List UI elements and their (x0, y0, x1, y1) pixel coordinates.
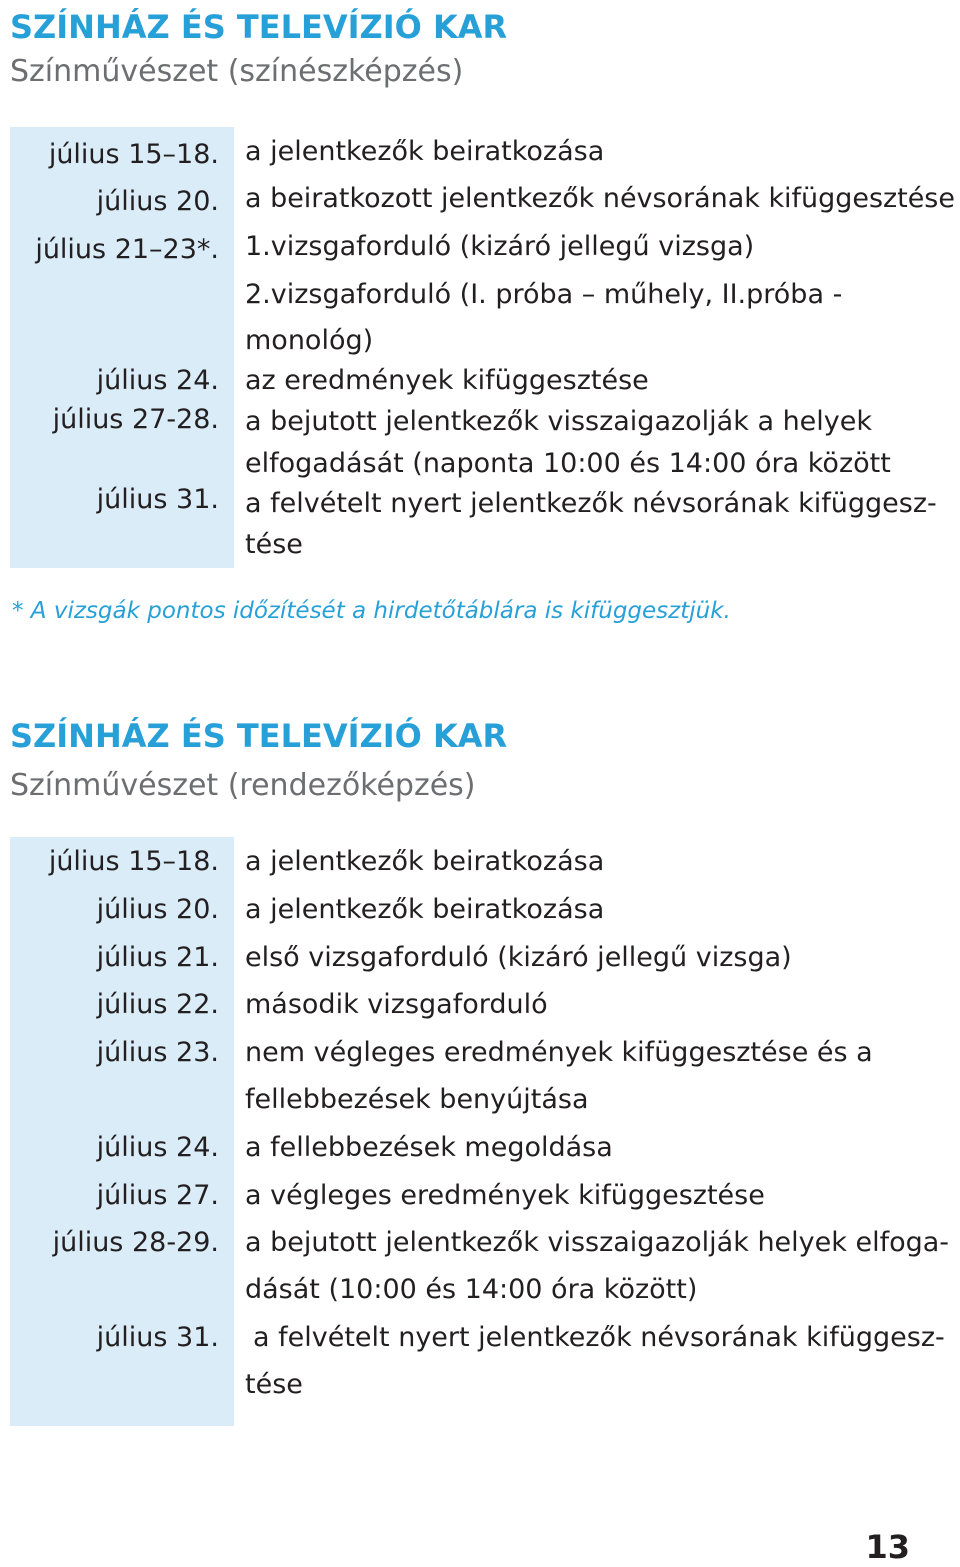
section2-line: a jelentkezők beiratkozása (245, 846, 605, 877)
section1-date: július 31. (96, 484, 219, 515)
section2-date: július 20. (96, 894, 219, 925)
section2-title: SZÍNHÁZ ÉS TELEVÍZIÓ KAR (10, 717, 508, 755)
section2-line: fellebbezések benyújtása (245, 1084, 589, 1115)
section1-line: 1.vizsgaforduló (kizáró jellegű vizsga) (245, 231, 755, 262)
section2-date: július 31. (96, 1322, 219, 1353)
section2-date: július 28-29. (52, 1227, 219, 1258)
section1-date: július 20. (96, 186, 219, 217)
section2-line: első vizsgaforduló (kizáró jellegű vizsga) (245, 942, 792, 973)
section1-line: a jelentkezők beiratkozása (245, 136, 605, 167)
section2-line: nem végleges eredmények kifüggesztése és a (245, 1037, 873, 1068)
section2-date: július 27. (96, 1180, 219, 1211)
section2-line: a bejutott jelentkezők visszaigazolják helyek elfoga- (245, 1227, 950, 1258)
section1-line: 2.vizsgaforduló (I. próba – műhely, II.próba - (245, 279, 843, 310)
section2-line: a jelentkezők beiratkozása (245, 894, 605, 925)
section1-line: a felvételt nyert jelentkezők névsorának kifüggesz- (245, 488, 937, 519)
section2-subtitle: Színművészet (rendezőképzés) (10, 768, 476, 803)
section2-line: a felvételt nyert jelentkezők névsorának kifüggesz- (253, 1322, 945, 1353)
section1-date: július 27-28. (52, 404, 219, 435)
section2-line: dását (10:00 és 14:00 óra között) (245, 1274, 698, 1305)
section1-date: július 24. (96, 365, 219, 396)
section2-date: július 21. (96, 942, 219, 973)
section1-footnote: * A vizsgák pontos időzítését a hirdetőtáblára is kifüggesztjük. (12, 598, 731, 624)
section1-line: tése (245, 529, 303, 560)
section1-date: július 21–23*. (35, 234, 219, 265)
section1-line: monológ) (245, 325, 374, 356)
section2-line: a végleges eredmények kifüggesztése (245, 1180, 765, 1211)
section1-line: a beiratkozott jelentkezők névsorának kifüggesztése (245, 183, 955, 214)
section2-date: július 22. (96, 989, 219, 1020)
section2-line: második vizsgaforduló (245, 989, 548, 1020)
section1-subtitle: Színművészet (színészképzés) (10, 54, 464, 89)
section1-line: az eredmények kifüggesztése (245, 365, 649, 396)
page-number: 13 (865, 1528, 910, 1566)
section1-line: a bejutott jelentkezők visszaigazolják a helyek (245, 406, 873, 437)
section2-date: július 24. (96, 1132, 219, 1163)
section2-line: tése (245, 1369, 303, 1400)
section2-date: július 15–18. (48, 846, 219, 877)
section2-line: a fellebbezések megoldása (245, 1132, 613, 1163)
section1-line: elfogadását (naponta 10:00 és 14:00 óra között (245, 448, 891, 479)
section1-date: július 15–18. (48, 139, 219, 170)
section1-title: SZÍNHÁZ ÉS TELEVÍZIÓ KAR (10, 8, 508, 46)
section2-date: július 23. (96, 1037, 219, 1068)
